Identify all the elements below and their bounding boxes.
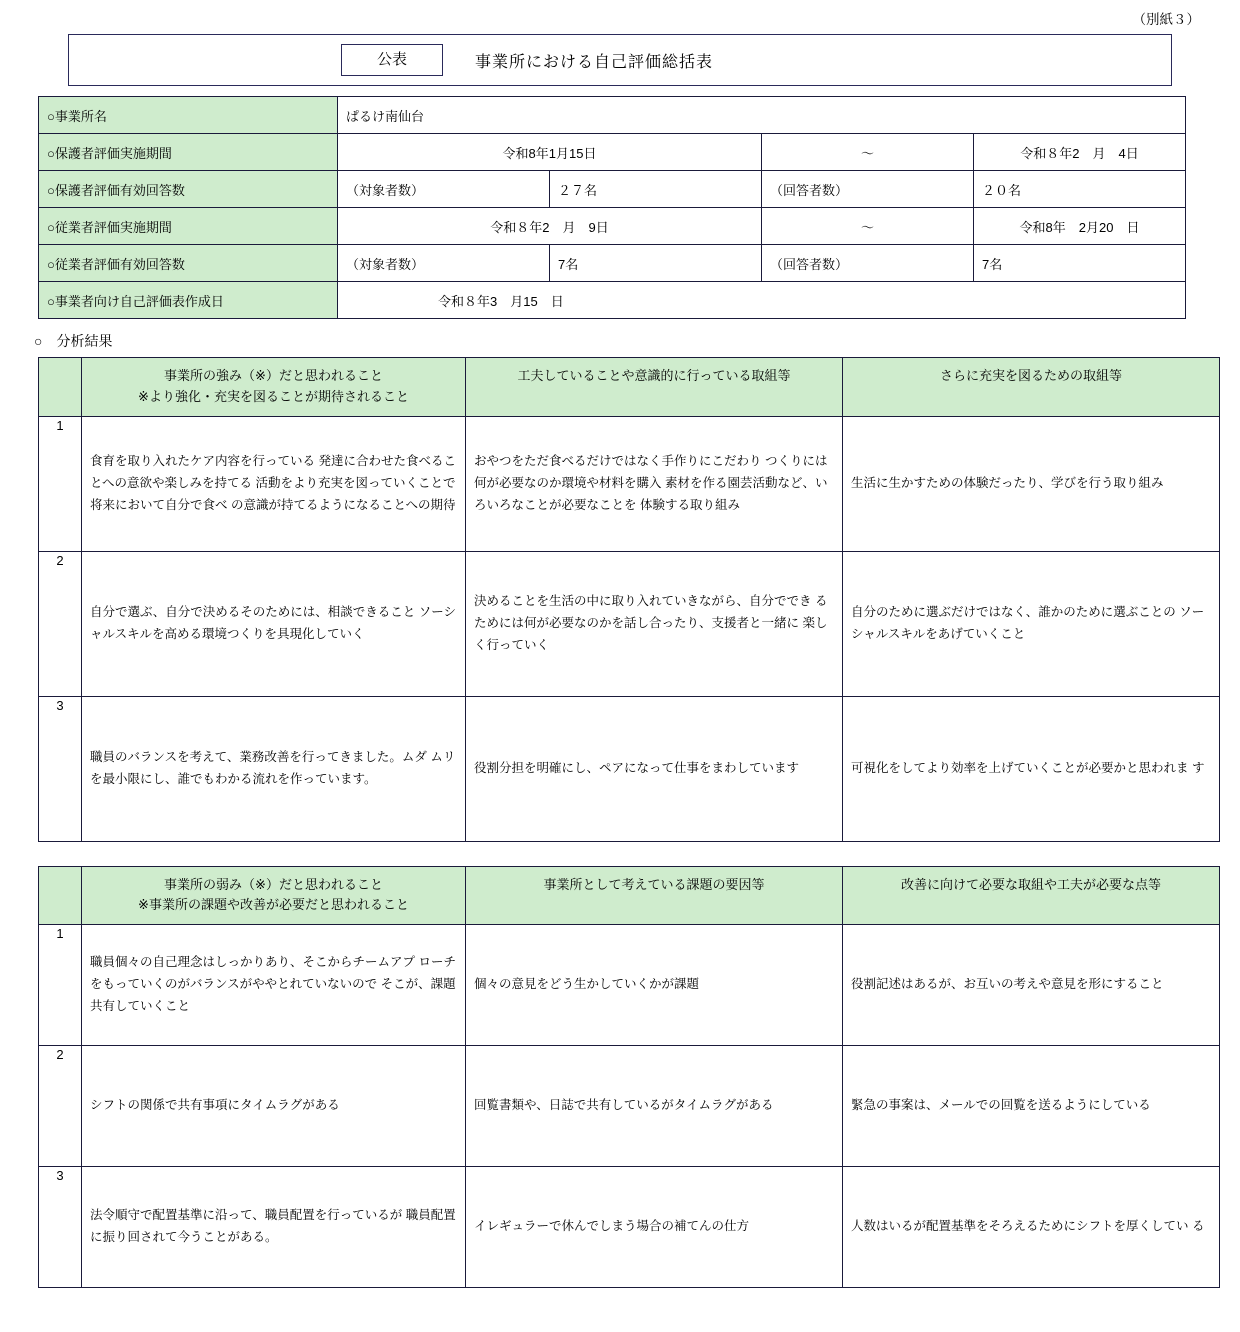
strength-future: 可視化をしてより効率を上げていくことが必要かと思われま す [843, 696, 1220, 841]
header-weakness-causes: 事業所として考えている課題の要因等 [466, 866, 843, 925]
header-strength-number [39, 358, 82, 417]
weakness-causes: 個々の意見をどう生かしていくかが課題 [466, 925, 843, 1046]
header-strength-future: さらに充実を図るための取組等 [843, 358, 1220, 417]
header-weakness-improvements: 改善に向けて必要な取組や工夫が必要な点等 [843, 866, 1220, 925]
table-row [39, 1046, 1220, 1167]
weakness-description: 職員個々の自己理念はしっかりあり、そこからチームアプ ローチをもっていくのがバランスがややとれていないので そこが、課題共有していくこと [82, 925, 466, 1046]
label-staff-period: ○従業者評価実施期間 [39, 208, 338, 245]
page-title: 事業所における自己評価総括表 [475, 53, 714, 71]
strength-future: 自分のために選ぶだけではなく、誰かのために選ぶことの ソーシャルスキルをあげていくこと [843, 551, 1220, 696]
strength-description: 自分で選ぶ、自分で決めるそのためには、相談できること ソーシャルスキルを高める環境つくりを具現化していく [82, 551, 466, 696]
value-guardian-period-tilde: 〜 [762, 134, 974, 171]
table-row [39, 416, 1220, 551]
header-strength-efforts: 工夫していることや意識的に行っている取組等 [466, 358, 843, 417]
weakness-causes: 回覧書類や、日誌で共有しているがタイムラグがある [466, 1046, 843, 1167]
document-title-bar [68, 34, 1172, 86]
weakness-description: 法令順守で配置基準に沿って、職員配置を行っているが 職員配置に振り回されて今うことがある。 [82, 1167, 466, 1288]
value-staff-period-tilde: 〜 [762, 208, 974, 245]
table-row [39, 134, 1186, 171]
weakness-row-number: 2 [39, 1046, 82, 1167]
form-reference-note: （別紙３） [1132, 12, 1200, 27]
weakness-improvements: 役割記述はあるが、お互いの考えや意見を形にすること [843, 925, 1220, 1046]
strength-efforts: 役割分担を明確にし、ペアになって仕事をまわしています [466, 696, 843, 841]
analysis-section-heading: ○ 分析結果 [34, 333, 113, 349]
label-guardian-respondent-count: （回答者数） [762, 171, 974, 208]
weaknesses-table [38, 866, 1220, 1289]
label-selfeval-creation-date: ○事業者向け自己評価表作成日 [39, 282, 338, 319]
weakness-description: シフトの関係で共有事項にタイムラグがある [82, 1046, 466, 1167]
table-row [39, 696, 1220, 841]
table-row [39, 551, 1220, 696]
label-staff-target-count: （対象者数） [338, 245, 550, 282]
public-disclosure-badge: 公表 [341, 44, 443, 76]
value-facility-name: ぱるけ南仙台 [338, 97, 1186, 134]
strength-efforts: 決めることを生活の中に取り入れていきながら、自分ででき るためには何が必要なのかを話し合ったり、支援者と一緒に 楽しく行っていく [466, 551, 843, 696]
weakness-improvements: 緊急の事案は、メールでの回覧を送るようにしている [843, 1046, 1220, 1167]
weakness-improvements: 人数はいるが配置基準をそろえるためにシフトを厚くしてい る [843, 1167, 1220, 1288]
label-facility-name: ○事業所名 [39, 97, 338, 134]
table-row [39, 925, 1220, 1046]
header-weakness-line2: ※事業所の課題や改善が必要だと思われること [138, 897, 409, 913]
value-guardian-period-end: 令和８年2 月 4日 [974, 134, 1186, 171]
header-strength-description [82, 358, 466, 417]
value-guardian-respondent-count: ２０名 [974, 171, 1186, 208]
strength-row-number: 1 [39, 416, 82, 551]
label-guardian-target-count: （対象者数） [338, 171, 550, 208]
strength-row-number: 3 [39, 696, 82, 841]
weakness-row-number: 3 [39, 1167, 82, 1288]
value-staff-target-count: 7名 [550, 245, 762, 282]
table-row [39, 208, 1186, 245]
header-strength-line1: 事業所の強み（※）だと思われること [164, 368, 383, 383]
table-row [39, 282, 1186, 319]
value-selfeval-creation-date: 令和８年3 月15 日 [338, 282, 1186, 319]
table-row [39, 97, 1186, 134]
strength-row-number: 2 [39, 551, 82, 696]
value-guardian-period-start: 令和8年1月15日 [338, 134, 762, 171]
header-strength-line2: ※より強化・充実を図ることが期待されること [138, 388, 409, 404]
table-header-row [39, 358, 1220, 417]
strength-description: 食育を取り入れたケア内容を行っている 発達に合わせた食べることへの意欲や楽しみを持てる 活動をより充実を図っていくことで将来において自分で食べ の意識が持てるようになることへの期待 [82, 416, 466, 551]
weakness-causes: イレギュラーで休んでしまう場合の補てんの仕方 [466, 1167, 843, 1288]
table-row [39, 1167, 1220, 1288]
value-staff-period-start: 令和８年2 月 9日 [338, 208, 762, 245]
label-guardian-responses: ○保護者評価有効回答数 [39, 171, 338, 208]
value-guardian-target-count: ２７名 [550, 171, 762, 208]
table-row [39, 171, 1186, 208]
value-staff-respondent-count: 7名 [974, 245, 1186, 282]
facility-info-table [38, 96, 1186, 319]
header-weakness-line1: 事業所の弱み（※）だと思われること [164, 876, 383, 892]
label-staff-responses: ○従業者評価有効回答数 [39, 245, 338, 282]
value-staff-period-end: 令和8年 2月20 日 [974, 208, 1186, 245]
header-weakness-description [82, 866, 466, 925]
table-header-row [39, 866, 1220, 925]
strength-efforts: おやつをただ食べるだけではなく手作りにこだわり つくりには何が必要なのか環境や材料を購入 素材を作る園芸活動など、いろいろなことが必要なことを 体験する取り組み [466, 416, 843, 551]
table-row [39, 245, 1186, 282]
strengths-table [38, 357, 1220, 842]
weakness-row-number: 1 [39, 925, 82, 1046]
header-weakness-number [39, 866, 82, 925]
label-staff-respondent-count: （回答者数） [762, 245, 974, 282]
strength-description: 職員のバランスを考えて、業務改善を行ってきました。ムダ ムリを最小限にし、誰でもわかる流れを作っています。 [82, 696, 466, 841]
label-guardian-period: ○保護者評価実施期間 [39, 134, 338, 171]
strength-future: 生活に生かすための体験だったり、学びを行う取り組み [843, 416, 1220, 551]
